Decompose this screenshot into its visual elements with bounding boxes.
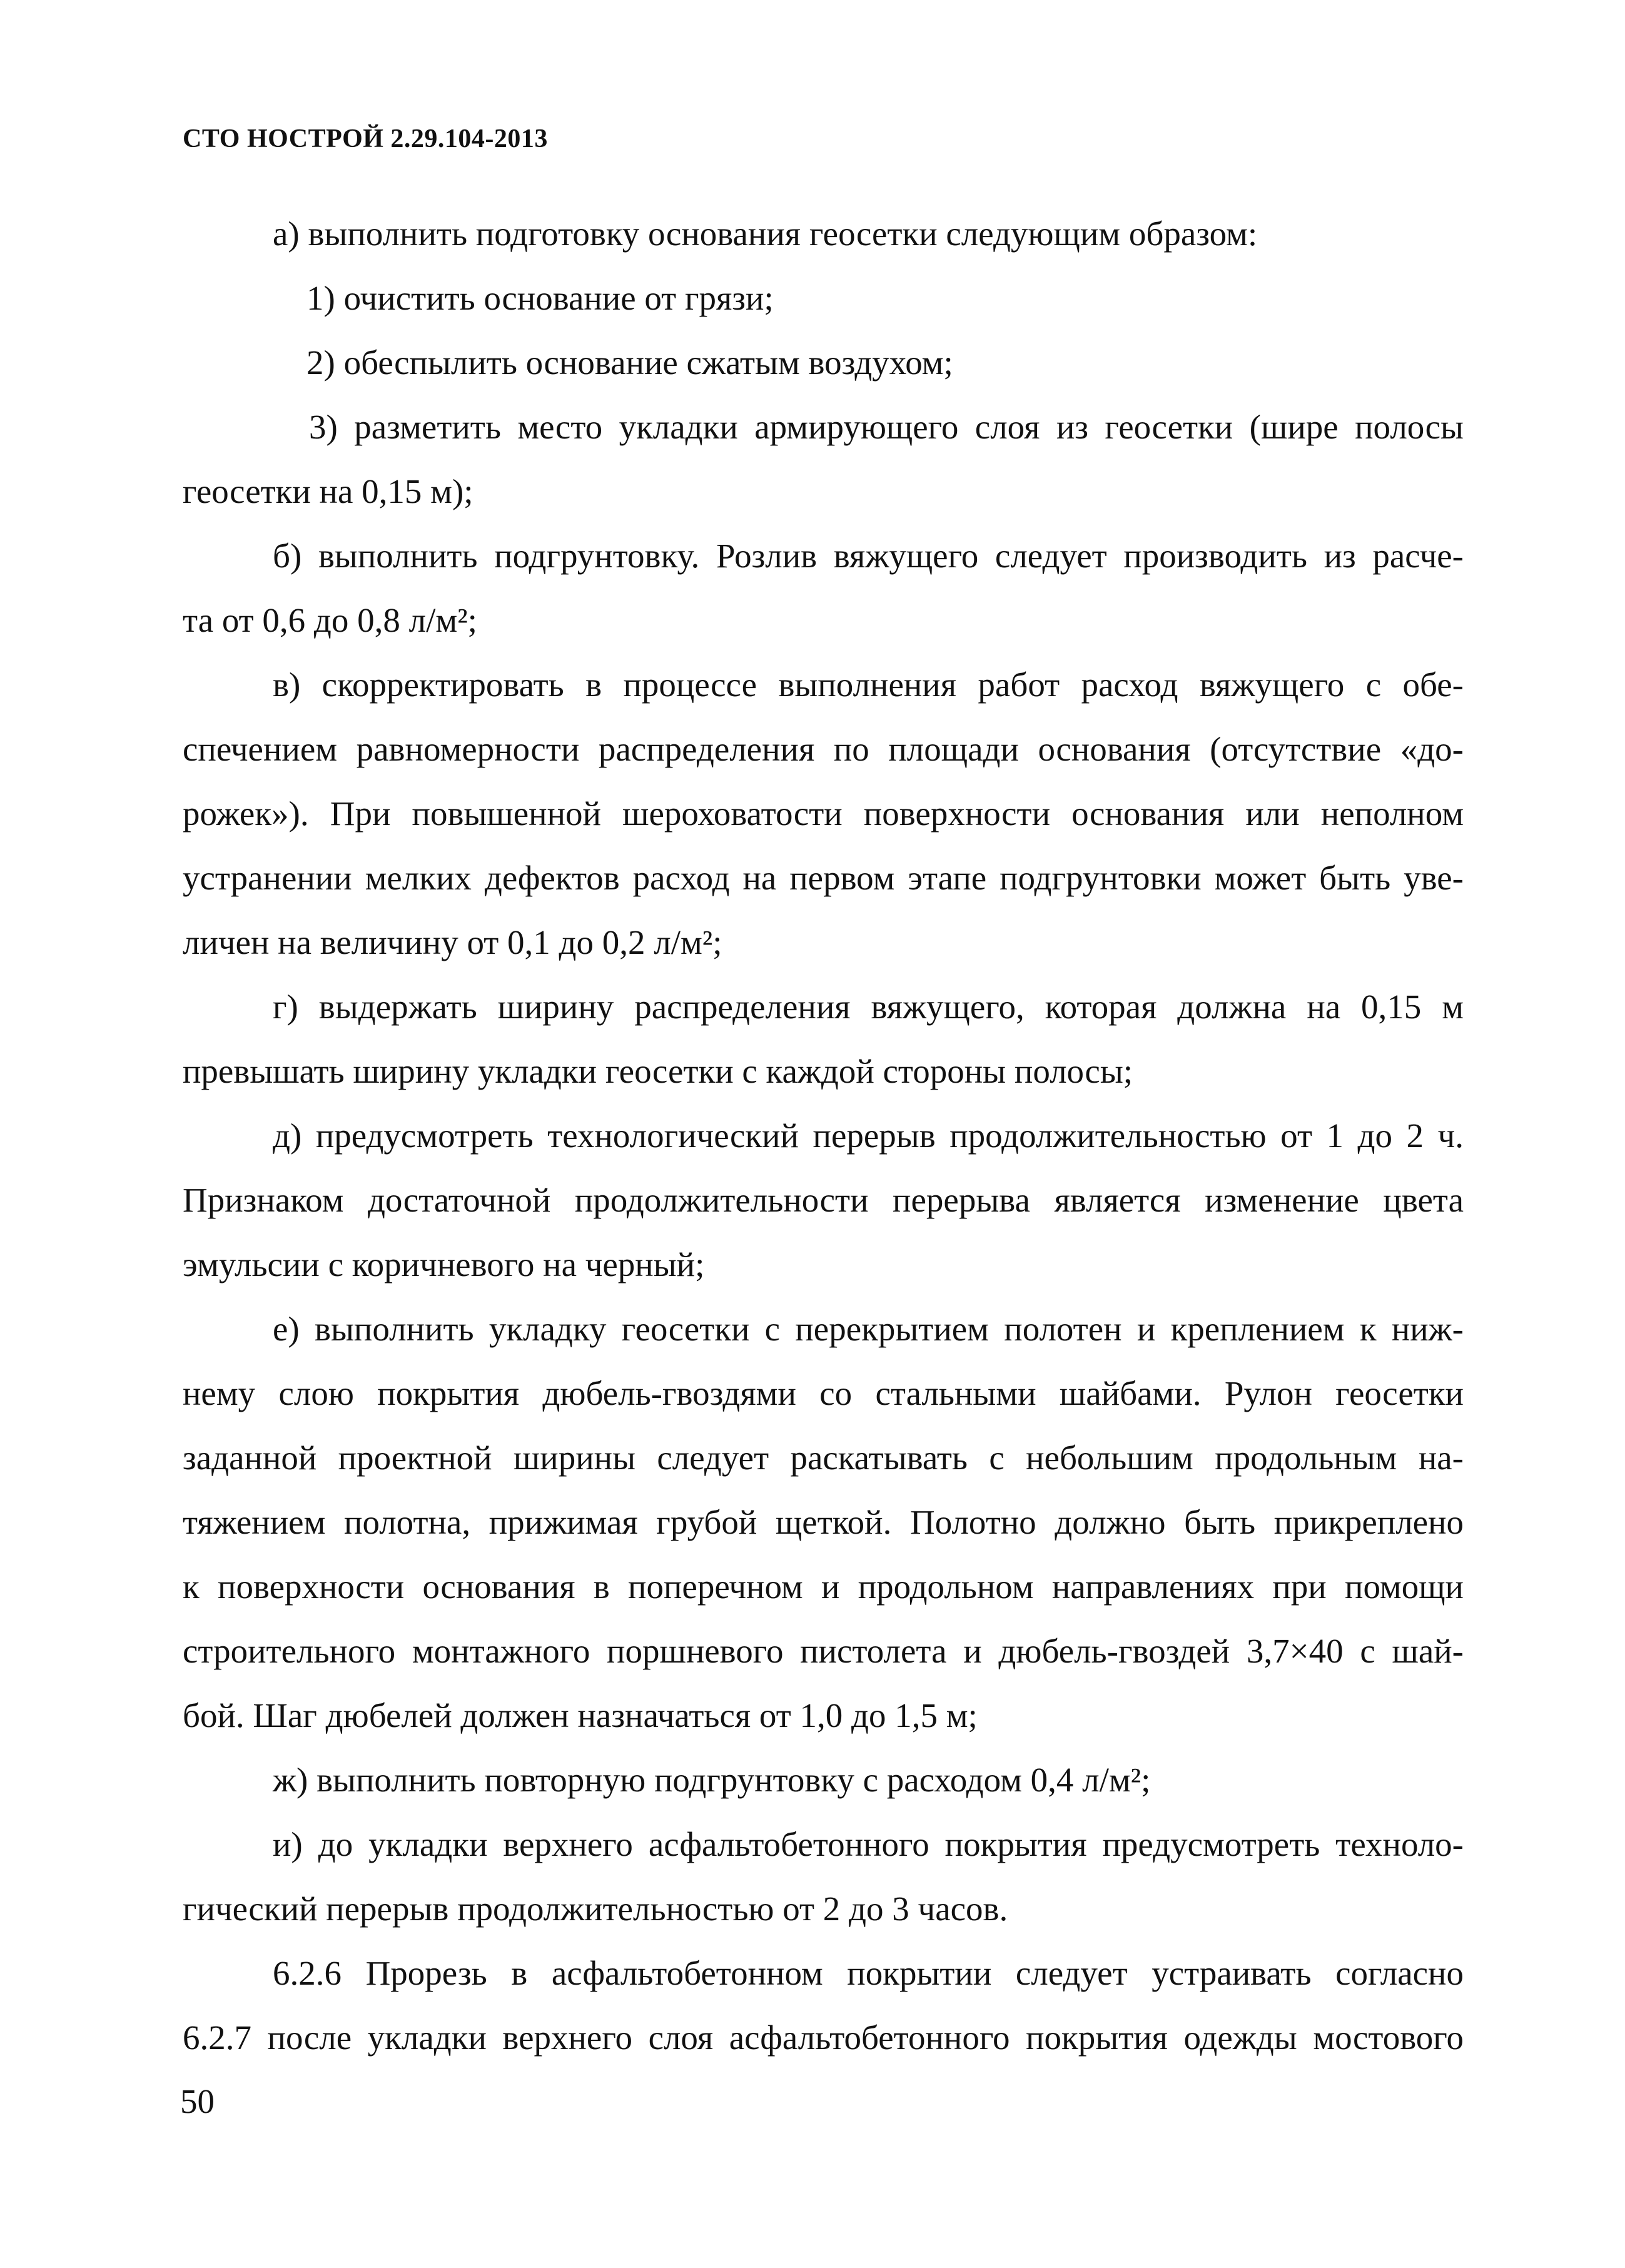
list-item-v-cont-3: устранении мелких дефектов расход на первом этапе подгрунтовки может быть уве- — [183, 859, 1464, 897]
list-item-v-cont-1: спечением равномерности распределения по площади основания (отсутствие «до- — [183, 730, 1464, 768]
list-item-b-cont: та от 0,6 до 0,8 л/м²; — [183, 601, 477, 639]
list-item-d: д) предусмотреть технологический перерыв продолжительностью от 1 до 2 ч. — [273, 1116, 1464, 1155]
list-item-e-cont-3: тяжением полотна, прижимая грубой щеткой. Полотно должно быть прикреплено — [183, 1503, 1464, 1541]
paragraph-6-2-6-cont: 6.2.7 после укладки верхнего слоя асфальтобетонного покрытия одежды мостового — [183, 2018, 1464, 2057]
list-item-i-cont: гический перерыв продолжительностью от 2 до 3 часов. — [183, 1890, 1008, 1928]
sub-item-3: 3) разметить место укладки армирующего слоя из геосетки (шире полосы — [309, 408, 1464, 446]
sub-item-3-cont: геосетки на 0,15 м); — [183, 472, 473, 510]
list-item-zh: ж) выполнить повторную подгрунтовку с расходом 0,4 л/м²; — [273, 1761, 1151, 1799]
sub-item-2: 2) обеспылить основание сжатым воздухом; — [306, 343, 953, 382]
list-item-e-cont-2: заданной проектной ширины следует раскатывать с небольшим продольным на- — [183, 1439, 1464, 1477]
page-number: 50 — [180, 2082, 215, 2120]
list-item-d-cont-1: Признаком достаточной продолжительности перерыва является изменение цвета — [183, 1181, 1464, 1219]
list-item-e-cont-4: к поверхности основания в поперечном и продольном направлениях при помощи — [183, 1567, 1464, 1606]
document-body — [183, 201, 1464, 2070]
sub-item-1: 1) очистить основание от грязи; — [306, 279, 774, 317]
paragraph-6-2-6: 6.2.6 Прорезь в асфальтобетонном покрытии следует устраивать согласно — [273, 1954, 1464, 1992]
list-item-e: е) выполнить укладку геосетки с перекрытием полотен и креплением к ниж- — [273, 1310, 1464, 1348]
list-item-v-cont-4: личен на величину от 0,1 до 0,2 л/м²; — [183, 923, 722, 961]
list-item-g: г) выдержать ширину распределения вяжущего, которая должна на 0,15 м — [273, 988, 1464, 1026]
list-item-a: а) выполнить подготовку основания геосетки следующим образом: — [273, 215, 1258, 253]
list-item-v: в) скорректировать в процессе выполнения работ расход вяжущего с обе- — [273, 666, 1464, 704]
list-item-b: б) выполнить подгрунтовку. Розлив вяжущего следует производить из расче- — [273, 537, 1464, 575]
list-item-v-cont-2: рожек»). При повышенной шероховатости поверхности основания или неполном — [183, 794, 1464, 833]
list-item-d-cont-2: эмульсии с коричневого на черный; — [183, 1245, 705, 1283]
list-item-i: и) до укладки верхнего асфальтобетонного покрытия предусмотреть техноло- — [273, 1825, 1464, 1863]
list-item-e-cont-1: нему слою покрытия дюбель-гвоздями со стальными шайбами. Рулон геосетки — [183, 1374, 1464, 1412]
list-item-g-cont: превышать ширину укладки геосетки с каждой стороны полосы; — [183, 1052, 1133, 1090]
list-item-e-cont-6: бой. Шаг дюбелей должен назначаться от 1,0 до 1,5 м; — [183, 1696, 978, 1734]
list-item-e-cont-5: строительного монтажного поршневого пистолета и дюбель-гвоздей 3,7×40 с шай- — [183, 1632, 1464, 1670]
document-header: СТО НОСТРОЙ 2.29.104-2013 — [183, 124, 548, 153]
